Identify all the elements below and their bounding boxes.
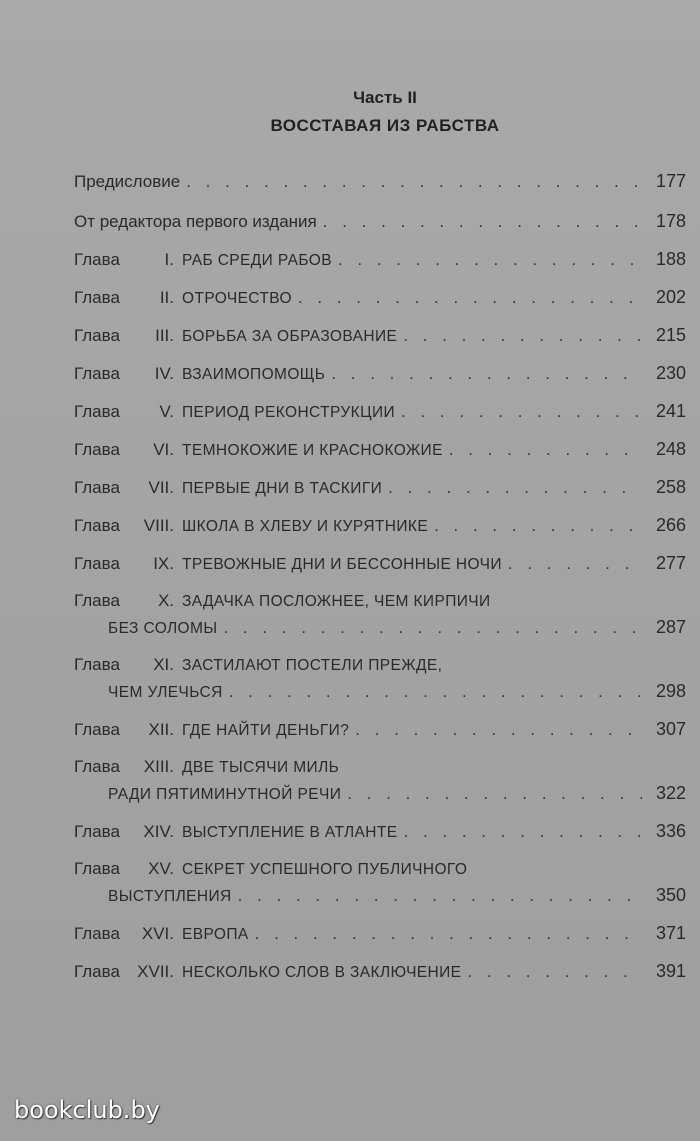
toc-entry [74,322,686,348]
chapter-title: ЕВРОПА [182,926,249,943]
page-number: 287 [655,617,686,637]
dot-leader [255,921,642,947]
toc-row [74,208,686,234]
dot-leader [331,361,642,387]
chapter-word: Глава [74,516,120,535]
chapter-number: XIII. [143,757,174,776]
chapter-title-line2: ВЫСТУПЛЕНИЯ [108,888,232,905]
page-number: 177 [655,171,686,191]
page-number: 230 [655,363,686,383]
toc-row [74,474,686,500]
chapter-title-continuation [74,782,341,808]
chapter-number: XVI. [141,924,174,943]
toc-chapter-heading [74,921,249,948]
chapter-word: Глава [74,402,120,421]
toc-chapter-heading [74,588,491,615]
chapter-number: X. [157,591,174,610]
dot-leader [355,717,642,743]
toc-row [74,512,686,538]
chapter-word: Глава [74,478,120,497]
page-number: 266 [655,515,686,535]
chapter-word: Глава [74,757,120,776]
dot-leader [403,323,642,349]
watermark-text: bookclub.by [14,1096,160,1124]
page-number: 248 [655,439,686,459]
dot-leader [401,399,642,425]
toc-entry [74,652,686,704]
chapter-number: VII. [148,478,174,497]
chapter-title: ТРЕВОЖНЫЕ ДНИ И БЕССОННЫЕ НОЧИ [182,556,502,573]
toc-chapter-heading [74,247,332,274]
page-number: 188 [655,249,686,269]
toc-chapter-heading [74,513,428,540]
chapter-word: Глава [74,962,120,981]
chapter-word: Глава [74,326,120,345]
toc-entry [74,436,686,462]
chapter-word: Глава [74,720,120,739]
toc-entry [74,208,686,234]
toc-row [74,958,686,984]
chapter-word: Глава [74,822,120,841]
dot-leader [298,285,642,311]
toc-row [74,588,686,614]
dot-leader [338,247,642,273]
toc-chapter-heading [74,437,443,464]
page-number: 298 [655,681,686,701]
toc-chapter-heading [74,399,395,426]
toc-chapter-heading [74,475,382,502]
chapter-word: Глава [74,859,120,878]
chapter-number: XII. [148,720,174,739]
chapter-title: ЗАДАЧКА ПОСЛОЖНЕЕ, ЧЕМ КИРПИЧИ [182,593,491,610]
chapter-title: ВЗАИМОПОМОЩЬ [182,366,326,383]
toc-chapter-heading [74,959,461,986]
toc-entry [74,284,686,310]
toc-entry [74,958,686,984]
chapter-title: ШКОЛА В ХЛЕВУ И КУРЯТНИКЕ [182,518,429,535]
chapter-word: Глава [74,655,120,674]
dot-leader [186,169,642,195]
toc-entry [74,754,686,806]
chapter-number: I. [164,250,174,269]
toc-entry [74,246,686,272]
toc-entry-label: От редактора первого издания [74,212,317,231]
chapter-number: IV. [154,364,174,383]
chapter-title: ПЕРВЫЕ ДНИ В ТАСКИГИ [182,480,383,497]
chapter-number: XV. [148,859,174,878]
chapter-title: БОРЬБА ЗА ОБРАЗОВАНИЕ [182,328,398,345]
toc-entry [74,512,686,538]
toc-row [74,882,686,908]
toc-chapter-heading [74,652,442,679]
toc-entry [74,360,686,386]
chapter-title: ОТРОЧЕСТВО [182,290,292,307]
dot-leader [229,679,642,705]
chapter-title: ПЕРИОД РЕКОНСТРУКЦИИ [182,404,396,421]
toc-entry [74,588,686,640]
toc-chapter-heading [74,856,467,883]
part-subtitle: ВОССТАВАЯ ИЗ РАБСТВА [270,116,500,135]
toc-row [74,168,686,194]
chapter-word: Глава [74,364,120,383]
page-number: 202 [655,287,686,307]
chapter-number: V. [159,402,174,421]
toc-chapter-heading [74,754,339,781]
chapter-word: Глава [74,924,120,943]
page-number: 241 [655,401,686,421]
chapter-title-line2: БЕЗ СОЛОМЫ [108,620,218,637]
toc-entry [74,920,686,946]
toc-chapter-heading [74,551,502,578]
chapter-word: Глава [74,250,120,269]
chapter-title-continuation [74,884,232,910]
dot-leader [508,551,642,577]
toc-entry [74,818,686,844]
toc-chapter-heading [74,361,325,388]
toc-row [74,716,686,742]
dot-leader [388,475,642,501]
toc-entry [74,716,686,742]
dot-leader [404,819,643,845]
chapter-number: IX. [153,554,174,573]
toc-entry [74,168,686,194]
toc-row [74,920,686,946]
page-number: 336 [655,821,686,841]
toc-chapter-heading [74,819,398,846]
page-number: 391 [655,961,686,981]
toc-entry [74,856,686,908]
part-title: Часть II [353,88,417,107]
chapter-title: РАБ СРЕДИ РАБОВ [182,252,332,269]
toc-row [74,614,686,640]
toc-chapter-heading [74,717,349,744]
toc-row [74,360,686,386]
toc-row [74,550,686,576]
dot-leader [449,437,642,463]
toc-row [74,678,686,704]
page-number: 322 [655,783,686,803]
chapter-number: III. [155,326,174,345]
table-of-contents [74,168,686,996]
toc-row [74,284,686,310]
dot-leader [467,959,642,985]
chapter-number: XVII. [137,962,174,981]
toc-row [74,436,686,462]
toc-row [74,856,686,882]
page-number: 307 [655,719,686,739]
dot-leader [347,781,642,807]
dot-leader [223,615,642,641]
chapter-word: Глава [74,440,120,459]
dot-leader [323,209,642,235]
chapter-title: НЕСКОЛЬКО СЛОВ В ЗАКЛЮЧЕНИЕ [182,964,462,981]
chapter-word: Глава [74,288,120,307]
dot-leader [434,513,642,539]
chapter-number: XI. [153,655,174,674]
page-number: 277 [655,553,686,573]
chapter-number: XIV. [143,822,174,841]
toc-entry [74,474,686,500]
page-number: 215 [655,325,686,345]
toc-row [74,818,686,844]
toc-row [74,652,686,678]
chapter-number: II. [159,288,174,307]
chapter-title-continuation [74,616,217,642]
chapter-title-line2: ЧЕМ УЛЕЧЬСЯ [108,684,223,701]
page-number: 258 [655,477,686,497]
page-number: 178 [655,211,686,231]
toc-chapter-heading [74,285,292,312]
toc-row [74,754,686,780]
page-number: 371 [655,923,686,943]
chapter-title: ЗАСТИЛАЮТ ПОСТЕЛИ ПРЕЖДЕ, [182,657,443,674]
chapter-word: Глава [74,591,120,610]
chapter-title: ТЕМНОКОЖИЕ И КРАСНОКОЖИЕ [182,442,443,459]
chapter-title: ГДЕ НАЙТИ ДЕНЬГИ? [182,722,350,739]
chapter-word: Глава [74,554,120,573]
toc-row [74,398,686,424]
toc-entry [74,398,686,424]
toc-row [74,780,686,806]
toc-entry [74,550,686,576]
chapter-title: ВЫСТУПЛЕНИЕ В АТЛАНТЕ [182,824,398,841]
dot-leader [238,883,642,909]
chapter-number: VIII. [143,516,174,535]
chapter-title-line2: РАДИ ПЯТИМИНУТНОЙ РЕЧИ [108,786,342,803]
toc-row [74,322,686,348]
page-number: 350 [655,885,686,905]
chapter-title-continuation [74,680,223,706]
chapter-title: ДВЕ ТЫСЯЧИ МИЛЬ [182,759,340,776]
toc-chapter-heading [74,323,397,350]
toc-row [74,246,686,272]
chapter-title: СЕКРЕТ УСПЕШНОГО ПУБЛИЧНОГО [182,861,468,878]
toc-entry-label: Предисловие [74,172,181,191]
chapter-number: VI. [153,440,174,459]
